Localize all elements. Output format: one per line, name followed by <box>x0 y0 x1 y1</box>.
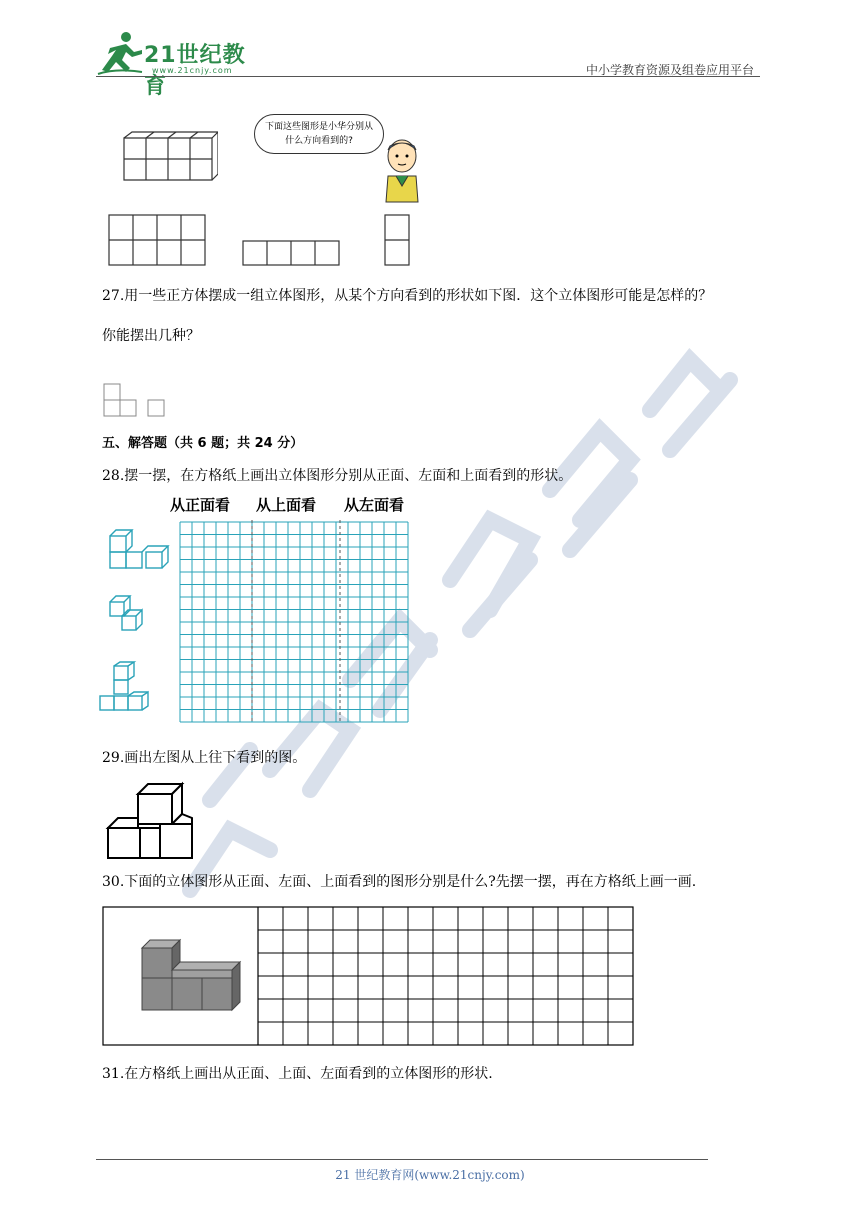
q30-text: 30.下面的立体图形从正面、左面、上面看到的图形分别是什么?先摆一摆，再在方格纸上画一画. <box>102 874 697 890</box>
q26-solid-figure <box>118 130 218 186</box>
q26-view-a <box>108 214 206 266</box>
speech-bubble: 下面这些图形是小华分别从什么方向看到的? <box>254 114 384 154</box>
section-title: 五、解答题（共 6 题；共 24 分） <box>102 436 304 451</box>
q29-text: 29.画出左图从上往下看到的图。 <box>102 750 307 766</box>
label-front-view: 从正面看 <box>170 496 231 514</box>
q27-view-figure <box>100 382 170 420</box>
label-top-view: 从上面看 <box>256 496 317 514</box>
page-header <box>96 28 760 99</box>
q28-solid-2 <box>106 592 150 636</box>
q26-view-b <box>242 240 340 266</box>
q29-solid-figure <box>102 778 198 862</box>
footer-divider <box>96 1159 708 1160</box>
label-left-view: 从左面看 <box>344 496 405 514</box>
q27-text-line1: 27.用一些正方体摆成一组立体图形，从某个方向看到的形状如下图．这个立体图形可能是怎样的？ <box>102 288 713 304</box>
logo-url: www.21cnjy.com <box>152 66 233 75</box>
logo <box>96 28 266 99</box>
q31-text: 31.在方格纸上画出从正面、上面、左面看到的立体图形的形状. <box>102 1066 493 1082</box>
q30-figure-and-grid[interactable] <box>102 906 634 1046</box>
q28-solid-3 <box>98 660 154 716</box>
q27-text-line2: 你能摆出几种？ <box>102 328 200 344</box>
q28-solid-1 <box>106 526 170 572</box>
q26-view-c <box>384 214 410 266</box>
header-divider <box>96 76 760 77</box>
footer-text: 21 世纪教育网(www.21cnjy.com) <box>335 1168 525 1182</box>
logo-text: 21世纪教育 <box>144 43 246 99</box>
platform-name: 中小学教育资源及组卷应用平台 <box>585 63 754 77</box>
runner-logo-icon <box>96 28 146 78</box>
boy-cartoon-icon <box>380 136 424 204</box>
q28-text: 28.摆一摆，在方格纸上画出立体图形分别从正面、左面和上面看到的形状。 <box>102 468 573 484</box>
q28-grid-paper[interactable] <box>178 520 410 724</box>
